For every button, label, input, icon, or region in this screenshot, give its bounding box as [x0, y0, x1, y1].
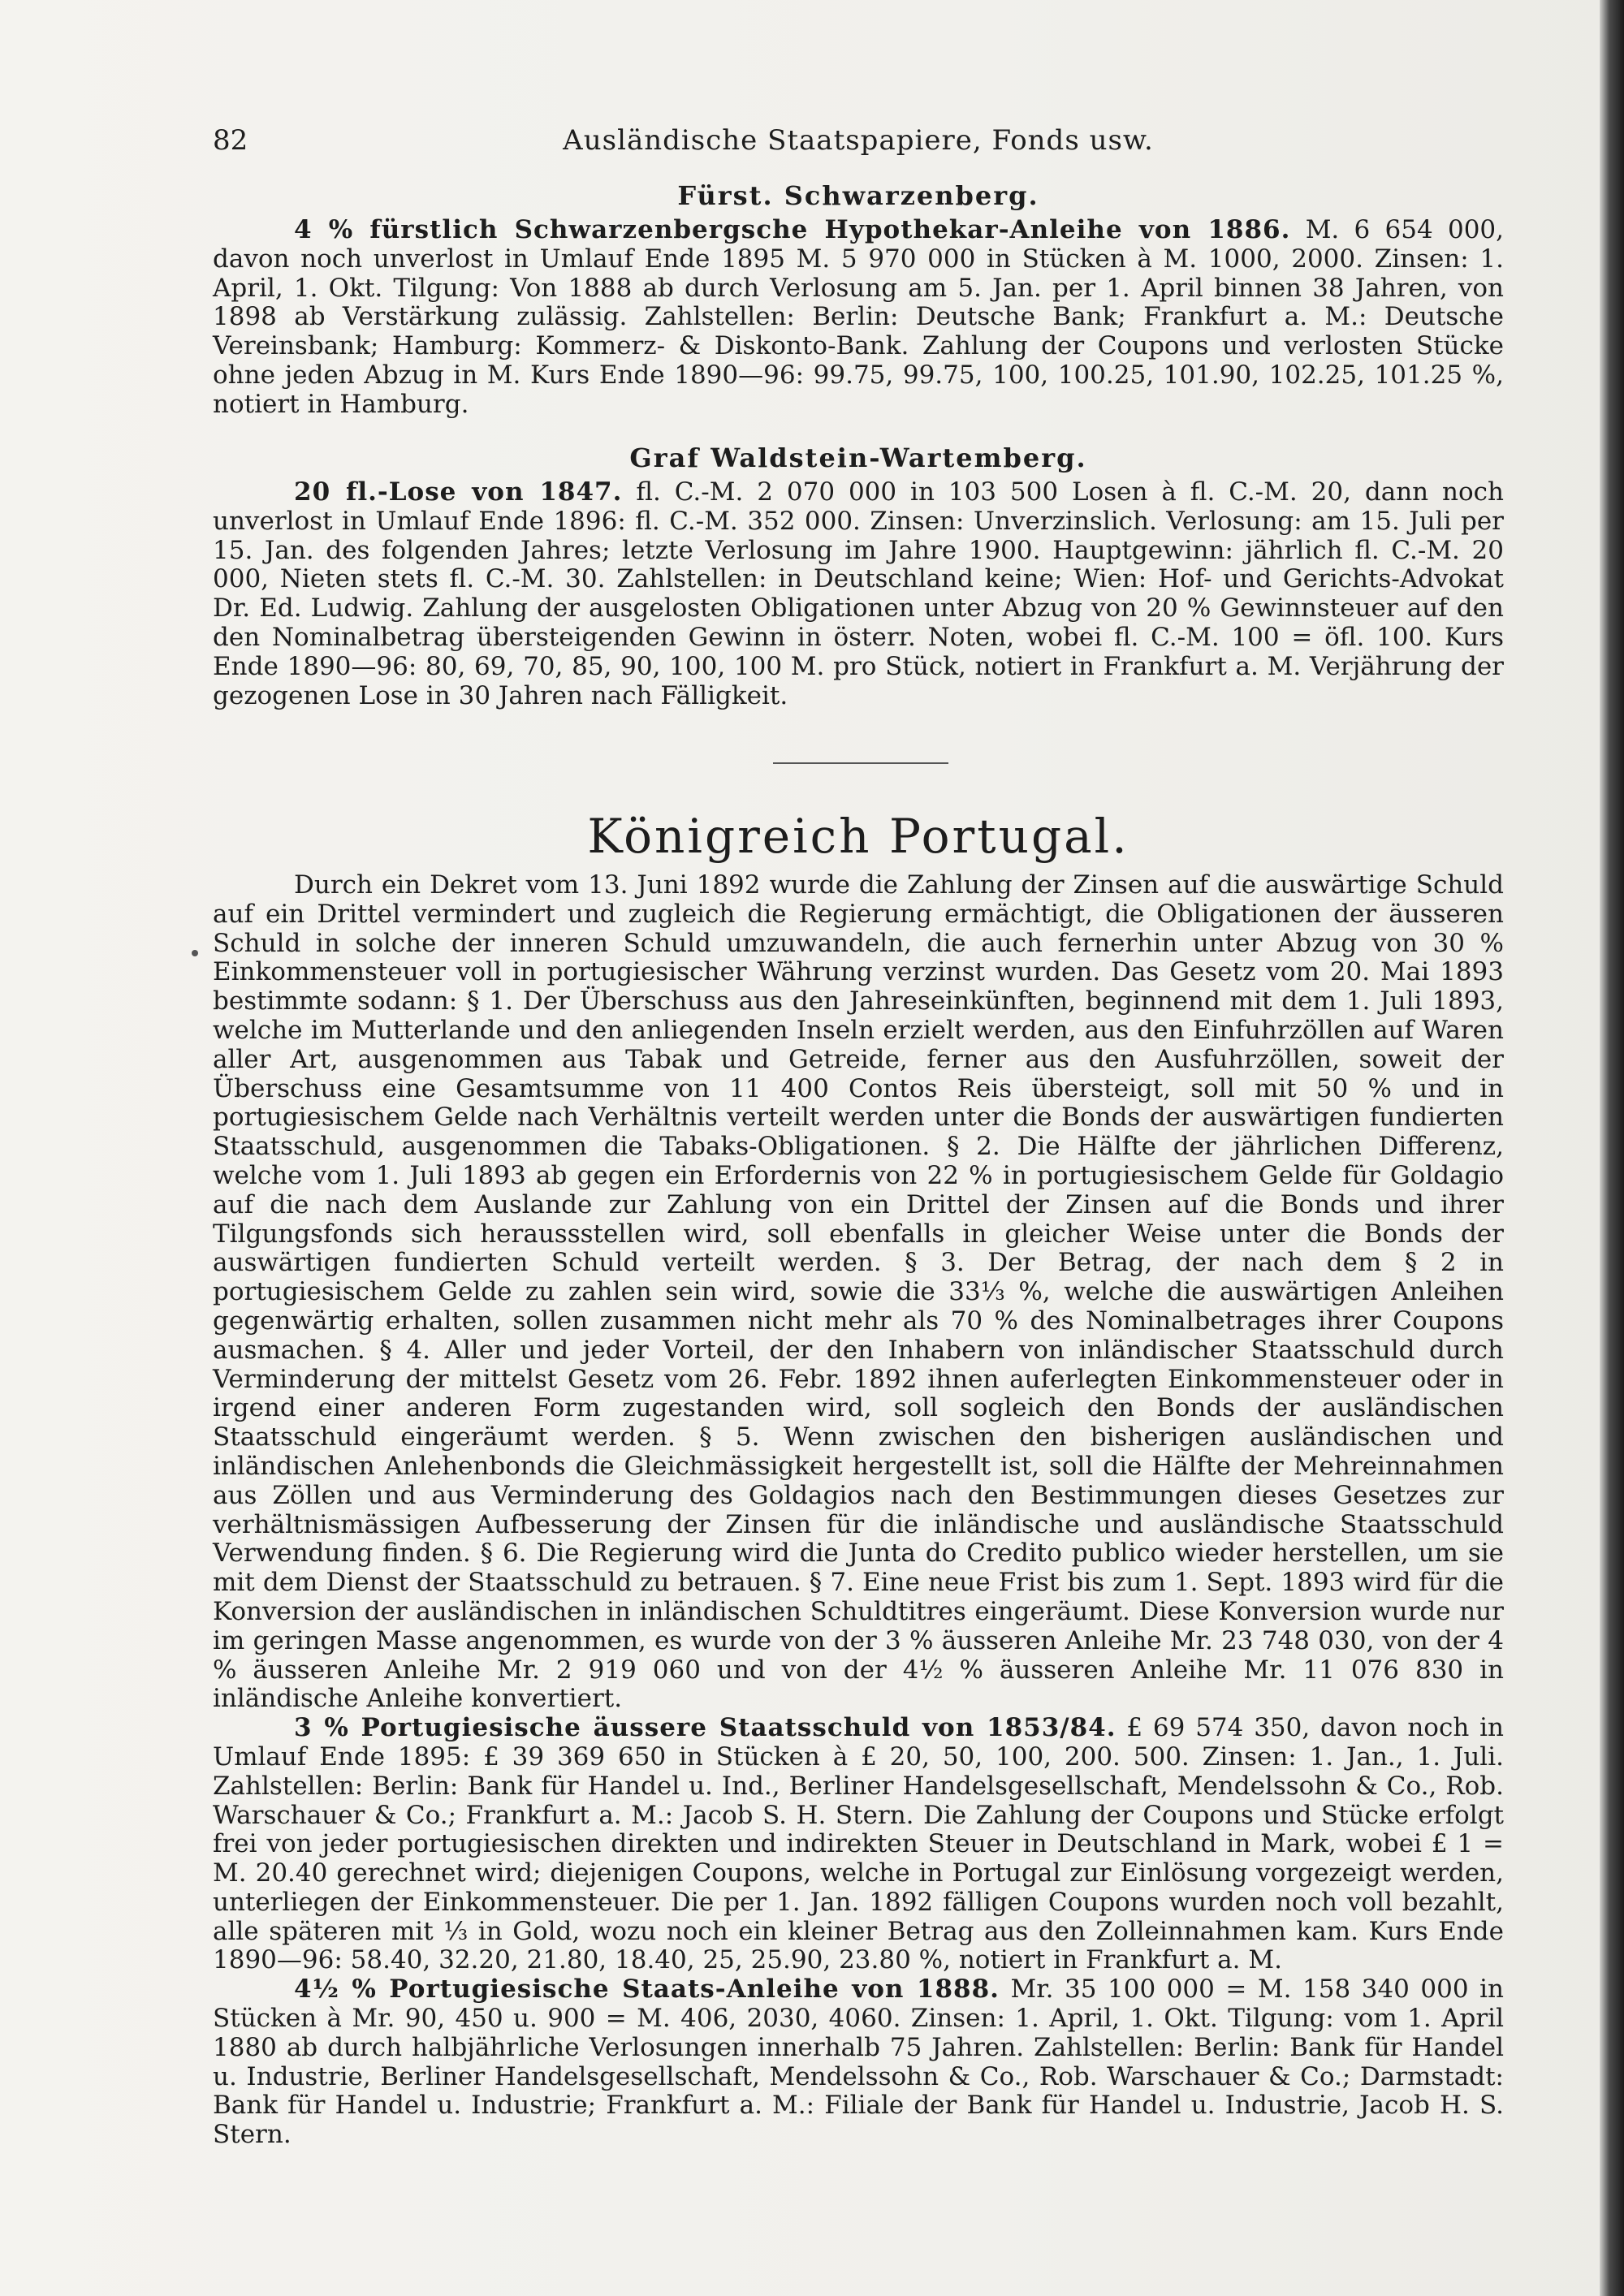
- loan-body-schwarzenberg: M. 6 654 000, davon noch unverlost in Umlauf Ende 1895 M. 5 970 000 in Stücken à M. 1000, 2000. Zinsen: 1. April, 1. Okt. Tilgung: Von 1888 ab durch Verlosung am 5. Jan. per 1. April binnen 38 Jahren, von 1898 ab Verstärkung zulässig. Zahlstellen: Berlin: Deutsche Bank; Frankfurt a. M.: Deutsche Vereinsbank; Hamburg: Kommerz- & Diskonto-Bank. Zahlung der Coupons und verlosten Stücke ohne jeden Abzug in M. Kurs Ende 1890—96: 99.75, 99.75, 100, 100.25, 101.90, 102.25, 101.25 %, notiert in Hamburg.: [213, 215, 1504, 419]
- chapter-title-portugal: Königreich Portugal.: [587, 809, 1129, 864]
- loan-body-1853: £ 69 574 350, davon noch in Umlauf Ende 1895: £ 39 369 650 in Stücken à £ 20, 50, 100, 200. 500. Zinsen: 1. Jan., 1. Juli. Zahlstellen: Berlin: Bank für Handel u. Ind., Berliner Handelsgesellschaft, Mendelssohn & Co., Rob. Warschauer & Co.; Frankfurt a. M.: Jacob S. H. Stern. Die Zahlung der Coupons und Stücke erfolgt frei von jeder portugiesischen direkten und indirekten Steuer in Deutschland in Mark, wobei £ 1 = M. 20.40 gerechnet wird; diejenigen Coupons, welche in Portugal zur Einlösung vorgezeigt werden, unterliegen der Einkommensteuer. Die per 1. Jan. 1892 fälligen Coupons wurden noch voll bezahlt, alle späteren mit ⅓ in Gold, wozu noch ein kleiner Betrag aus den Zolleinnahmen kam. Kurs Ende 1890—96: 58.40, 32.20, 21.80, 18.40, 25, 25.90, 23.80 %, notiert in Frankfurt a. M.: [213, 1713, 1504, 1975]
- paragraph-schwarzenberg-loan: [213, 216, 1504, 420]
- paragraph-portugal-loan-1853: [213, 1714, 1504, 1975]
- page-number: 82: [213, 124, 248, 157]
- page-edge-shadow: [1600, 0, 1624, 2296]
- loan-title-waldstein: 20 fl.-Lose von 1847.: [294, 477, 623, 507]
- section-portugal: [213, 871, 1504, 2150]
- loan-title-1888: 4½ % Portugiesische Staats-Anleihe von 1888.: [294, 1974, 1000, 2005]
- running-title: Ausländische Staatspapiere, Fonds usw.: [563, 124, 1154, 157]
- paragraph-portugal-intro: Durch ein Dekret vom 13. Juni 1892 wurde die Zahlung der Zinsen auf die auswärtige Schuld auf ein Drittel vermindert und zugleich die Regierung ermächtigt, die Obligationen der äusseren Schuld in solche der inneren Schuld umzuwandeln, die auch fernerhin unter Abzug von 30 % Einkommensteuer voll in portugiesischer Währung verzinst wurden. Das Gesetz vom 20. Mai 1893 bestimmte sodann: § 1. Der Überschuss aus den Jahreseinkünften, beginnend mit dem 1. Juli 1893, welche im Mutterlande und den anliegenden Inseln erzielt werden, aus den Einfuhrzöllen auf Waren aller Art, ausgenommen aus Tabak und Getreide, ferner aus den Ausfuhrzöllen, soweit der Überschuss eine Gesamtsumme von 11 400 Contos Reis übersteigt, soll mit 50 % und in portugiesischem Gelde nach Verhältnis verteilt werden unter die Bonds der auswärtigen fundierten Staatsschuld, ausgenommen die Tabaks-Obligationen. § 2. Die Hälfte der jährlichen Differenz, welche vom 1. Juli 1893 ab gegen ein Erfordernis von 22 % in portugiesischem Gelde für Goldagio auf die nach dem Auslande zur Zahlung von ein Drittel der Zinsen auf die Bonds und ihrer Tilgungsfonds sich heraussstellen wird, soll ebenfalls in gleicher Weise unter die Bonds der auswärtigen fundierten Schuld verteilt werden. § 3. Der Betrag, der nach dem § 2 in portugiesischem Gelde zu zahlen sein wird, sowie die 33⅓ %, welche die auswärtigen Anleihen gegenwärtig erhalten, sollen zusammen nicht mehr als 70 % des Nominalbetrages ihrer Coupons ausmachen. § 4. Aller und jeder Vorteil, der den Inhabern von inländischer Staatsschuld durch Verminderung der mittelst Gesetz vom 26. Febr. 1892 ihnen auferlegten Einkommensteuer oder in irgend einer anderen Form zugestanden wird, soll sogleich den Bonds der ausländischen Staatsschuld eingeräumt werden. § 5. Wenn zwischen den bisherigen ausländischen und inländischen Anlehenbonds die Gleichmässigkeit hergestellt ist, soll die Hälfte der Mehreinnahmen aus Zöllen und aus Verminderung des Goldagios nach den Bestimmungen dieses Gesetzes zur verhältnismässigen Aufbesserung der Zinsen für die inländische und ausländische Staatsschuld Verwendung finden. § 6. Die Regierung wird die Junta do Credito publico wieder herstellen, um sie mit dem Dienst der Staatsschuld zu betrauen. § 7. Eine neue Frist bis zum 1. Sept. 1893 wird für die Konversion der ausländischen in inländischen Schuldtitres eingeräumt. Diese Konversion wurde nur im geringen Masse angenommen, es wurde von der 3 % äusseren Anleihe Mr. 23 748 030, von der 4 % äusseren Anleihe Mr. 2 919 060 und von der 4½ % äusseren Anleihe Mr. 11 076 830 in inländische Anleihe konvertiert.: [213, 870, 1504, 1714]
- loan-title-1853: 3 % Portugiesische äussere Staatsschuld von 1853/84.: [294, 1713, 1116, 1743]
- loan-title-schwarzenberg: 4 % fürstlich Schwarzenbergsche Hypothekar-Anleihe von 1886.: [294, 215, 1291, 244]
- loan-body-waldstein: fl. C.-M. 2 070 000 in 103 500 Losen à fl. C.-M. 20, dann noch unverlost in Umlauf Ende 1896: fl. C.-M. 352 000. Zinsen: Unverzinslich. Verlosung: am 15. Juli per 15. Jan. des folgenden Jahres; letzte Verlosung im Jahre 1900. Hauptgewinn: jährlich fl. C.-M. 20 000, Nieten stets fl. C.-M. 30. Zahlstellen: in Deutschland keine; Wien: Hof- und Gerichts-Advokat Dr. Ed. Ludwig. Zahlung der ausgelosten Obligationen unter Abzug von 20 % Gewinnsteuer auf den den Nominalbetrag übersteigenden Gewinn in österr. Noten, wobei fl. C.-M. 100 = öfl. 100. Kurs Ende 1890—96: 80, 69, 70, 85, 90, 100, 100 M. pro Stück, notiert in Frankfurt a. M. Verjährung der gezogenen Lose in 30 Jahren nach Fälligkeit.: [213, 477, 1504, 710]
- page-header: [213, 122, 1504, 159]
- section-heading-waldstein: Graf Waldstein-Wartemberg.: [629, 442, 1087, 473]
- section-waldstein: [213, 442, 1504, 710]
- section-schwarzenberg: [213, 180, 1504, 420]
- paragraph-waldstein-loan: [213, 478, 1504, 710]
- paragraph-portugal-loan-1888: [213, 1975, 1504, 2150]
- section-heading-schwarzenberg: Fürst. Schwarzenberg.: [677, 180, 1039, 211]
- loan-body-1888: Mr. 35 100 000 = M. 158 340 000 in Stücken à Mr. 90, 450 u. 900 = M. 406, 2030, 4060. Zinsen: 1. April, 1. Okt. Tilgung: vom 1. April 1880 ab durch halbjährliche Verlosungen innerhalb 75 Jahren. Zahlstellen: Berlin: Bank für Handel u. Industrie, Berliner Handelsgesellschaft, Mendelssohn & Co., Rob. Warschauer & Co.; Darmstadt: Bank für Handel u. Industrie; Frankfurt a. M.: Filiale der Bank für Handel u. Industrie, Jacob H. S. Stern.: [213, 1974, 1504, 2150]
- section-divider: [773, 762, 948, 764]
- margin-dot: [192, 950, 198, 956]
